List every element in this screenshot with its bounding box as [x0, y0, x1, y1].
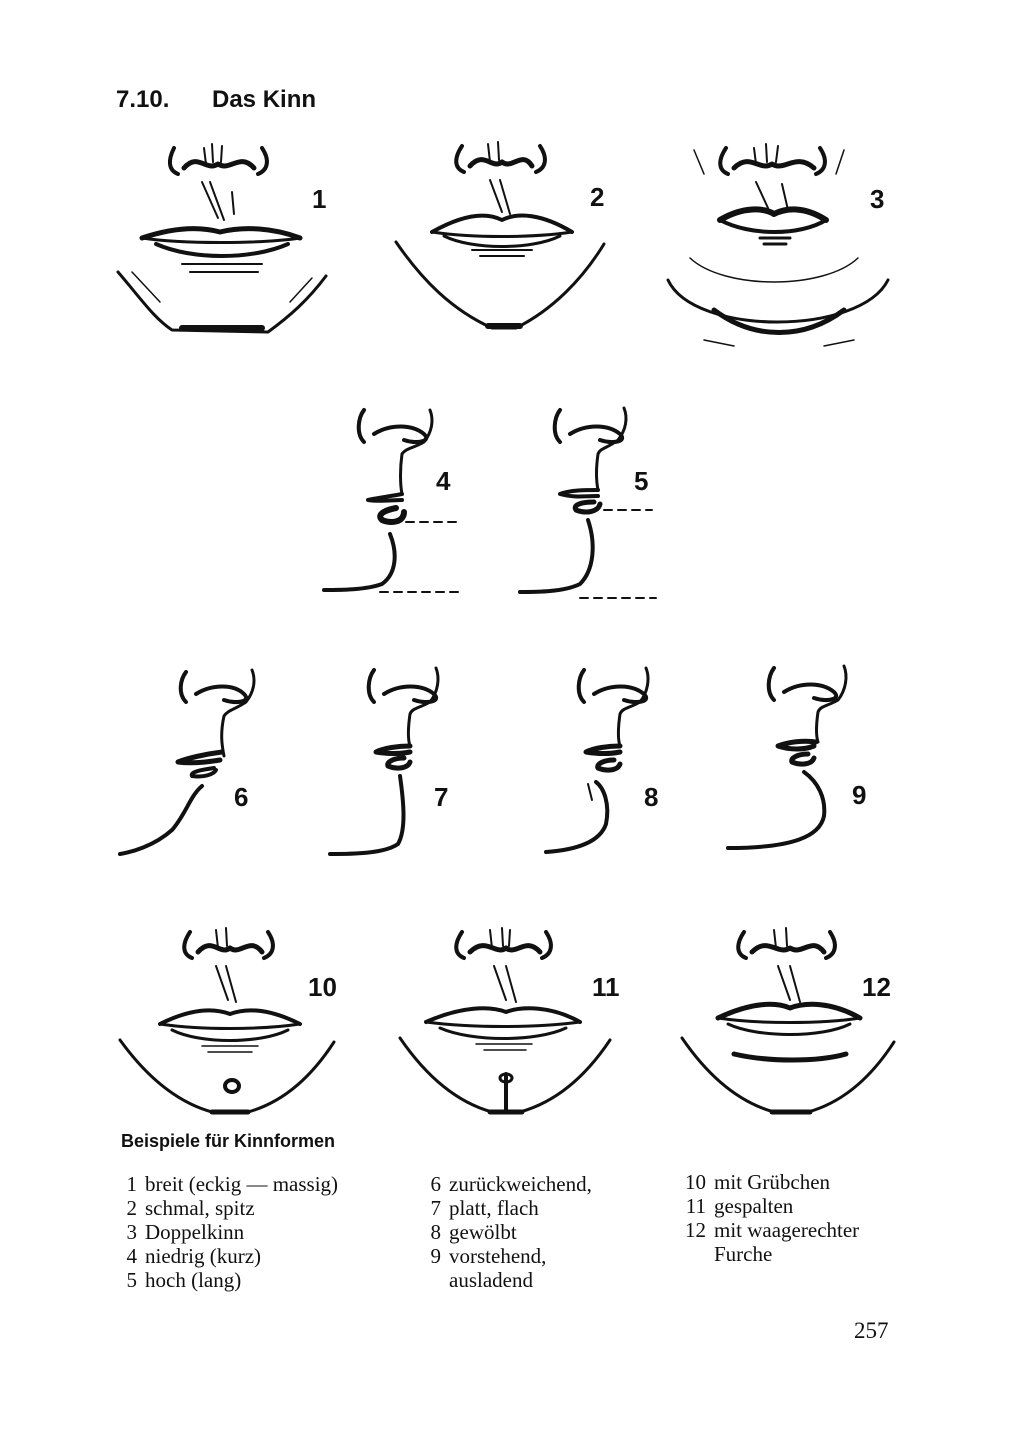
figure-label: 5	[634, 466, 649, 496]
legend-item: 12 mit waagerechter	[685, 1218, 860, 1242]
legend-item: 6 zurückweichend,	[430, 1172, 592, 1196]
figure-label: 11	[592, 972, 620, 1002]
legend-column-1	[121, 1172, 338, 1292]
chin-profile-rounded	[540, 664, 690, 864]
chin-profile-high	[514, 404, 664, 604]
chin-profile-low	[320, 404, 470, 604]
chin-profile-flat	[324, 664, 474, 864]
legend-item: 9 vorstehend,	[430, 1244, 547, 1268]
chin-drawing-cleft	[396, 926, 626, 1126]
legend-item: 5 hoch (lang)	[126, 1268, 242, 1292]
figure-6-receding-chin	[116, 664, 266, 864]
figure-4-low-chin	[320, 404, 470, 604]
legend-column-3	[680, 1170, 859, 1266]
chin-drawing-dimpled	[116, 926, 346, 1126]
legend-column-2	[425, 1172, 592, 1292]
figure-label: 6	[234, 782, 249, 812]
figure-label: 4	[436, 466, 451, 496]
legend-item: 7 platt, flach	[430, 1196, 539, 1220]
legend-item: 3 Doppelkinn	[126, 1220, 245, 1244]
chin-profile-protruding	[722, 660, 872, 860]
legend-item: 10 mit Grübchen	[685, 1170, 831, 1194]
figure-label: 12	[862, 972, 891, 1002]
chin-drawing-furrowed	[678, 926, 908, 1126]
legend-caption: Beispiele für Kinnformen	[121, 1131, 336, 1151]
page-number: 257	[854, 1318, 889, 1343]
legend-item: 4 niedrig (kurz)	[126, 1244, 262, 1268]
chin-profile-receding	[116, 664, 266, 864]
figure-label: 7	[434, 782, 449, 812]
legend-item: 2 schmal, spitz	[126, 1196, 255, 1220]
figure-3-double-chin	[664, 140, 896, 360]
chin-drawing-double	[664, 140, 896, 360]
section-title: Das Kinn	[212, 86, 317, 113]
figure-8-rounded-chin	[540, 664, 690, 864]
figure-11-cleft-chin	[396, 926, 626, 1126]
legend-item: 1 breit (eckig — massig)	[126, 1172, 339, 1196]
section-number: 7.10.	[116, 86, 170, 113]
legend-item: ausladend	[449, 1268, 533, 1292]
figure-10-dimpled-chin	[116, 926, 346, 1126]
figure-label: 1	[312, 184, 327, 214]
figure-label: 2	[590, 182, 605, 212]
legend-item: 11 gespalten	[685, 1194, 794, 1218]
figure-2-narrow-chin	[392, 140, 622, 340]
chin-drawing-broad	[112, 140, 342, 340]
figure-7-flat-chin	[324, 664, 474, 864]
figure-1-broad-chin	[112, 140, 342, 340]
figure-label: 9	[852, 780, 867, 810]
section-heading	[116, 86, 316, 114]
figure-label: 8	[644, 782, 659, 812]
legend-item: Furche	[714, 1242, 773, 1266]
legend-item: 8 gewölbt	[430, 1220, 517, 1244]
figure-5-high-chin	[514, 404, 664, 604]
figure-label: 10	[308, 972, 337, 1002]
chin-drawing-narrow	[392, 140, 622, 340]
figure-9-protruding-chin	[722, 660, 872, 860]
figure-label: 3	[870, 184, 885, 214]
figure-12-furrowed-chin	[678, 926, 908, 1126]
